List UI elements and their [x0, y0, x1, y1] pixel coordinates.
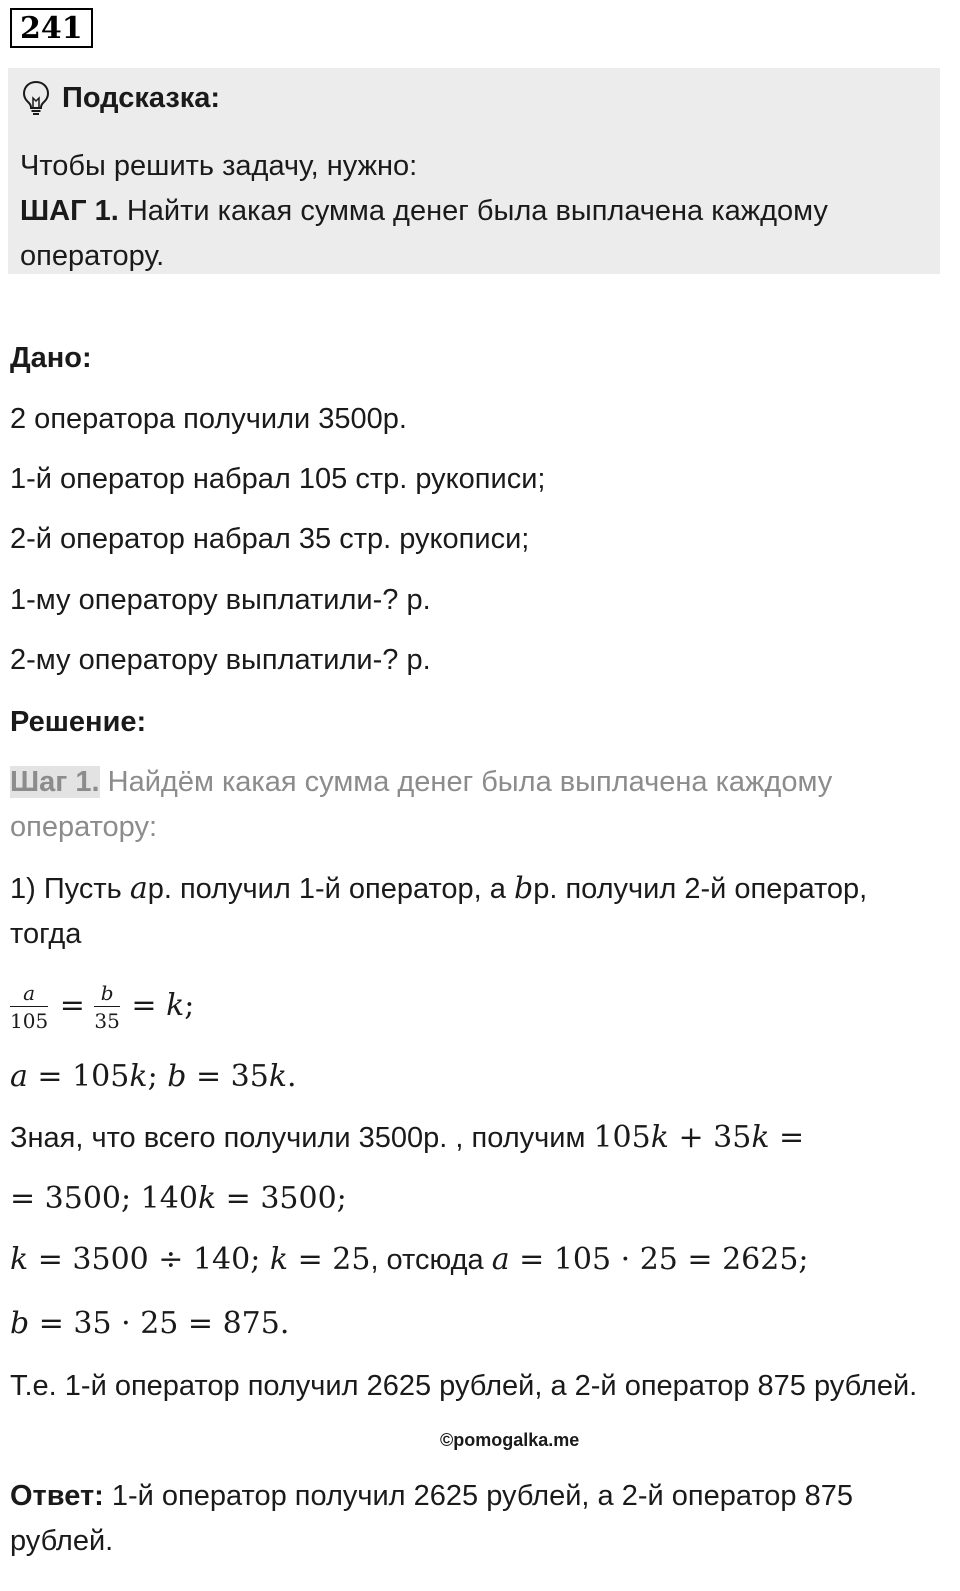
eq5-b: b	[10, 1306, 30, 1341]
eq2-p3: = 35	[186, 1059, 269, 1094]
given-item-2: 1-й оператор набрал 105 стр. рукописи;	[10, 463, 546, 495]
solution-paragraph-1	[10, 866, 940, 957]
solution-step-1	[10, 760, 940, 850]
task-number: 241	[10, 8, 93, 48]
eq4-text: , отсюда	[370, 1244, 492, 1276]
hint-box	[8, 68, 940, 274]
eq2-k1: k	[129, 1059, 148, 1094]
eq3-k: k	[197, 1181, 217, 1216]
p1-var-a: a	[129, 871, 148, 906]
lightbulb-icon	[22, 80, 50, 116]
frac2-num: b	[94, 983, 119, 1007]
eq4-m3: = 105 · 25 = 2625;	[509, 1242, 809, 1277]
eq2-p1: = 105	[27, 1059, 130, 1094]
answer	[10, 1474, 940, 1564]
hint-title: Подсказка:	[62, 81, 221, 114]
p2-k1: k	[650, 1120, 669, 1155]
fraction-b-35	[94, 981, 120, 1034]
eq4-k1: k	[10, 1242, 29, 1277]
answer-label: Ответ:	[10, 1480, 104, 1512]
eq-sign-2: =	[121, 988, 167, 1023]
eq1-end: ;	[184, 988, 195, 1023]
p2-m1: 105	[593, 1120, 651, 1155]
frac1-num: a	[10, 983, 48, 1007]
eq2-k2: k	[268, 1059, 288, 1094]
given-item-3: 2-й оператор набрал 35 стр. рукописи;	[10, 523, 530, 555]
p2-k2: k	[751, 1120, 770, 1155]
eq2-a: a	[10, 1059, 28, 1094]
equation-5	[10, 1301, 289, 1347]
given-item-1: 2 оператора получили 3500р.	[10, 403, 407, 435]
hint-header	[22, 78, 220, 118]
eq4-m2: = 25	[288, 1242, 371, 1277]
p2-m2: + 35	[668, 1120, 752, 1155]
eq2-b: b	[167, 1059, 187, 1094]
given-heading: Дано:	[10, 342, 92, 374]
solution-step-text: Найдём какая сумма денег была выплачена каждому оператору:	[10, 766, 833, 843]
p1-text-3: р. получил 2-й оператор, тогда	[10, 873, 868, 950]
p1-var-b: b	[513, 871, 534, 906]
eq3-m1: = 3500; 140	[10, 1181, 198, 1216]
proportion-equation	[10, 978, 194, 1034]
p1-text-1: 1) Пусть	[10, 873, 130, 905]
p1-text-2: р. получил 1-й оператор, а	[147, 873, 514, 905]
eq5-m: = 35 · 25 = 875.	[29, 1306, 290, 1341]
eq4-k2: k	[269, 1242, 289, 1277]
solution-heading: Решение:	[10, 706, 147, 738]
given-item-5: 2-му оператору выплатили-? р.	[10, 644, 431, 676]
given-item-4: 1-му оператору выплатили-? р.	[10, 584, 431, 616]
p2-m3: =	[769, 1120, 805, 1155]
eq4-m1: = 3500 ÷ 140;	[28, 1242, 270, 1277]
eq1-k: k	[166, 988, 185, 1023]
eq4-a: a	[491, 1242, 510, 1277]
conclusion: Т.е. 1-й оператор получил 2625 рублей, а 2-й оператор 875 рублей.	[10, 1370, 918, 1402]
equation-2	[10, 1054, 297, 1100]
hint-step-label: ШАГ 1.	[20, 195, 119, 227]
hint-step-text: Найти какая сумма денег была выплачена каждому оператору.	[20, 195, 828, 272]
hint-step	[20, 189, 930, 279]
eq3-m2: = 3500;	[216, 1181, 347, 1216]
eq2-p4: .	[287, 1059, 297, 1094]
equation-3	[10, 1176, 347, 1222]
frac1-den: 105	[10, 1009, 49, 1034]
hint-body	[20, 144, 930, 279]
fraction-a-105	[10, 981, 49, 1034]
solution-step-label: Шаг 1.	[10, 766, 100, 798]
eq-sign-1: =	[50, 988, 95, 1023]
frac2-den: 35	[94, 1009, 120, 1034]
equation-4	[10, 1237, 809, 1283]
p2-text: Зная, что всего получили 3500р. , получим	[10, 1122, 594, 1154]
watermark: ©pomogalka.me	[440, 1430, 580, 1450]
eq2-p2: ;	[147, 1059, 168, 1094]
solution-paragraph-2	[10, 1115, 804, 1161]
answer-text: 1-й оператор получил 2625 рублей, а 2-й оператор 875 рублей.	[10, 1480, 853, 1557]
hint-intro: Чтобы решить задачу, нужно:	[20, 150, 418, 182]
